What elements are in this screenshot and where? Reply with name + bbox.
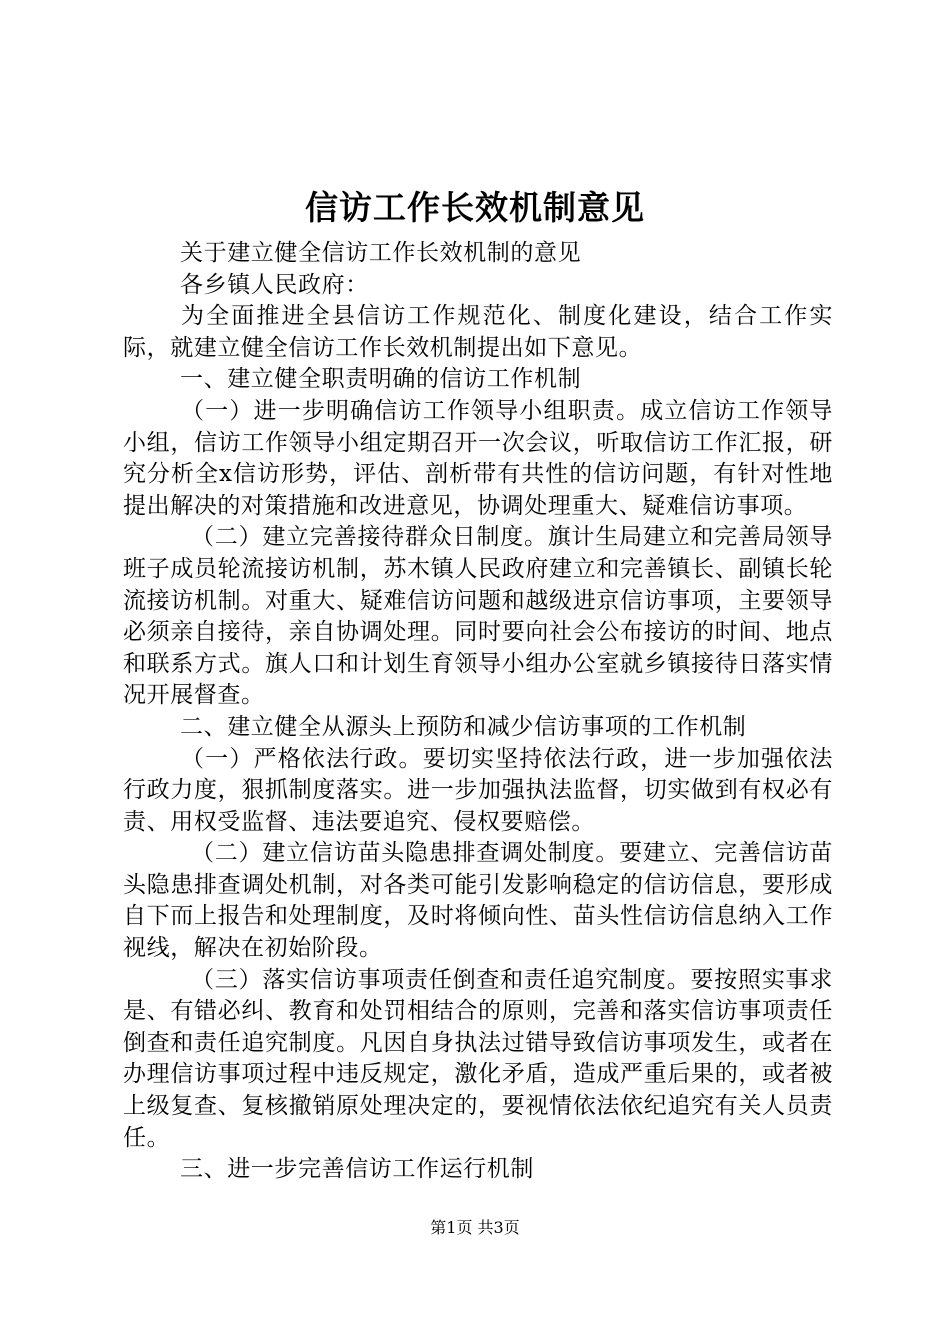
paragraph-subject-line: 关于建立健全信访工作长效机制的意见	[180, 240, 582, 266]
document-title: 信访工作长效机制意见	[305, 188, 645, 227]
heading-section-1: 一、建立健全职责明确的信访工作机制	[180, 366, 582, 393]
page-number-footer: 第1页 共3页	[430, 1218, 520, 1237]
paragraph-section-2-item-2: （二）建立信访苗头隐患排查调处制度。要建立、完善信访苗头隐患排查调处机制，对各类可能引发影响稳定的信访信息，要形成自下而上报告和处理制度，及时将倾向性、苗头性信访信息纳入工作视线，解决在初始阶段。	[123, 840, 833, 962]
paragraph-section-1-item-1: （一）进一步明确信访工作领导小组职责。成立信访工作领导小组，信访工作领导小组定期召开一次会议，听取信访工作汇报，研究分析全x信访形势，评估、剖析带有共性的信访问题，有针对性地提出解决的对策措施和改进意见，协调处理重大、疑难信访事项。	[123, 397, 833, 519]
document-body	[123, 238, 833, 1186]
heading-section-2: 二、建立健全从源头上预防和减少信访事项的工作机制	[180, 713, 747, 740]
paragraph-section-1-item-2: （二）建立完善接待群众日制度。旗计生局建立和完善局领导班子成员轮流接访机制，苏木镇人民政府建立和完善镇长、副镇长轮流接访机制。对重大、疑难信访问题和越级进京信访事项，主要领导必须亲自接待，亲自协调处理。同时要向社会公布接访的时间、地点和联系方式。旗人口和计划生育领导小组办公室就乡镇接待日落实情况开展督查。	[123, 524, 833, 709]
paragraph-addressee: 各乡镇人民政府：	[180, 271, 369, 298]
paragraph-section-2-item-1: （一）严格依法行政。要切实坚持依法行政，进一步加强依法行政力度，狠抓制度落实。进一步加强执法监督，切实做到有权必有责、用权受监督、违法要追究、侵权要赔偿。	[123, 745, 833, 835]
heading-section-3: 三、进一步完善信访工作运行机制	[180, 1156, 534, 1183]
paragraph-section-2-item-3: （三）落实信访事项责任倒查和责任追究制度。要按照实事求是、有错必纠、教育和处罚相结合的原则，完善和落实信访事项责任倒查和责任追究制度。凡因自身执法过错导致信访事项发生，或者在办理信访事项过程中违反规定，激化矛盾，造成严重后果的，或者被上级复查、复核撤销原处理决定的，要视情依法依纪追究有关人员责任。	[123, 966, 833, 1151]
paragraph-intro: 为全面推进全县信访工作规范化、制度化建设，结合工作实际，就建立健全信访工作长效机制提出如下意见。	[123, 303, 833, 361]
